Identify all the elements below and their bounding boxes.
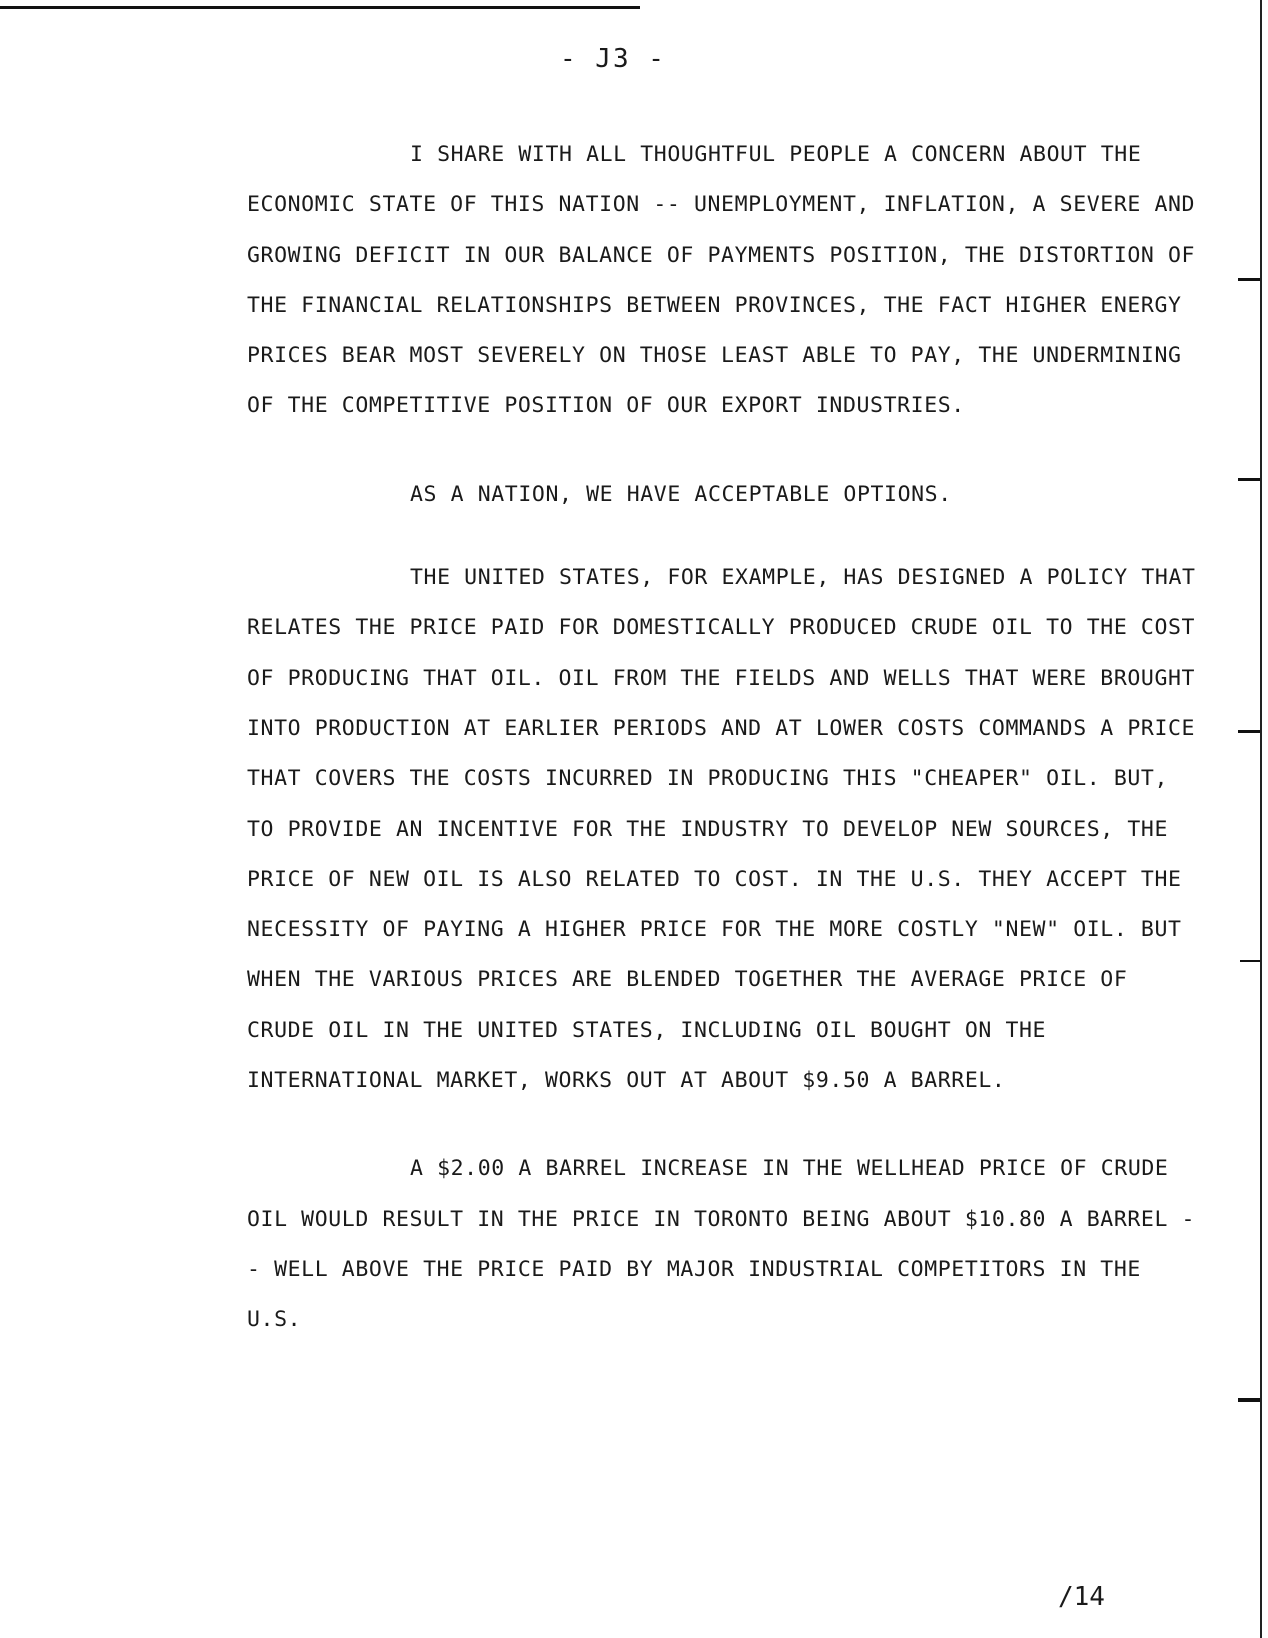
- paragraph-gap: [247, 1106, 1207, 1144]
- top-rule: [0, 6, 640, 9]
- edge-mark: [1240, 960, 1260, 962]
- edge-mark: [1238, 478, 1260, 481]
- edge-mark: [1238, 1398, 1260, 1402]
- paragraph-gap: [247, 432, 1207, 470]
- paragraph-united-states-policy: THE UNITED STATES, FOR EXAMPLE, HAS DESIGNED A POLICY THAT RELATES THE PRICE PAID FOR DOMESTICALLY PRODUCED CRUDE OIL TO THE COST OF PRODUCING THAT OIL. OIL FROM THE FIELDS AND WELLS THAT WERE BROUGHT INTO PRODUCTION AT EARLIER PERIODS AND AT LOWER COSTS COMMANDS A PRICE THAT COVERS THE COSTS INCURRED IN PRODUCING THIS "CHEAPER" OIL. BUT, TO PROVIDE AN INCENTIVE FOR THE INDUSTRY TO DEVELOP NEW SOURCES, THE PRICE OF NEW OIL IS ALSO RELATED TO COST. IN THE U.S. THEY ACCEPT THE NECESSITY OF PAYING A HIGHER PRICE FOR THE MORE COSTLY "NEW" OIL. BUT WHEN THE VARIOUS PRICES ARE BLENDED TOGETHER THE AVERAGE PRICE OF CRUDE OIL IN THE UNITED STATES, INCLUDING OIL BOUGHT ON THE INTERNATIONAL MARKET, WORKS OUT AT ABOUT $9.50 A BARREL.: [247, 565, 1196, 1094]
- page-number: - J3 -: [560, 44, 666, 74]
- paragraph-economic-concern: I SHARE WITH ALL THOUGHTFUL PEOPLE A CONCERN ABOUT THE ECONOMIC STATE OF THIS NATION -- UNEMPLOYMENT, INFLATION, A SEVERE AND GROWING DEFICIT IN OUR BALANCE OF PAYMENTS POSITION, THE DISTORTION OF THE FINANCIAL RELATIONSHIPS BETWEEN PROVINCES, THE FACT HIGHER ENERGY PRICES BEAR MOST SEVERELY ON THOSE LEAST ABLE TO PAY, THE UNDERMINING OF THE COMPETITIVE POSITION OF OUR EXPORT INDUSTRIES.: [247, 142, 1196, 419]
- edge-mark: [1238, 278, 1260, 281]
- edge-mark: [1238, 730, 1260, 733]
- document-body: [247, 130, 1207, 1346]
- paragraph-gap: [247, 520, 1207, 553]
- paragraph-wellhead-price: A $2.00 A BARREL INCREASE IN THE WELLHEAD PRICE OF CRUDE OIL WOULD RESULT IN THE PRICE IN TORONTO BEING ABOUT $10.80 A BARREL -- WELL ABOVE THE PRICE PAID BY MAJOR INDUSTRIAL COMPETITORS IN THE U.S.: [247, 1156, 1196, 1333]
- right-margin-rule: [1260, 0, 1262, 1638]
- next-page-reference: /14: [1058, 1582, 1105, 1612]
- paragraph-options: AS A NATION, WE HAVE ACCEPTABLE OPTIONS.: [410, 481, 952, 507]
